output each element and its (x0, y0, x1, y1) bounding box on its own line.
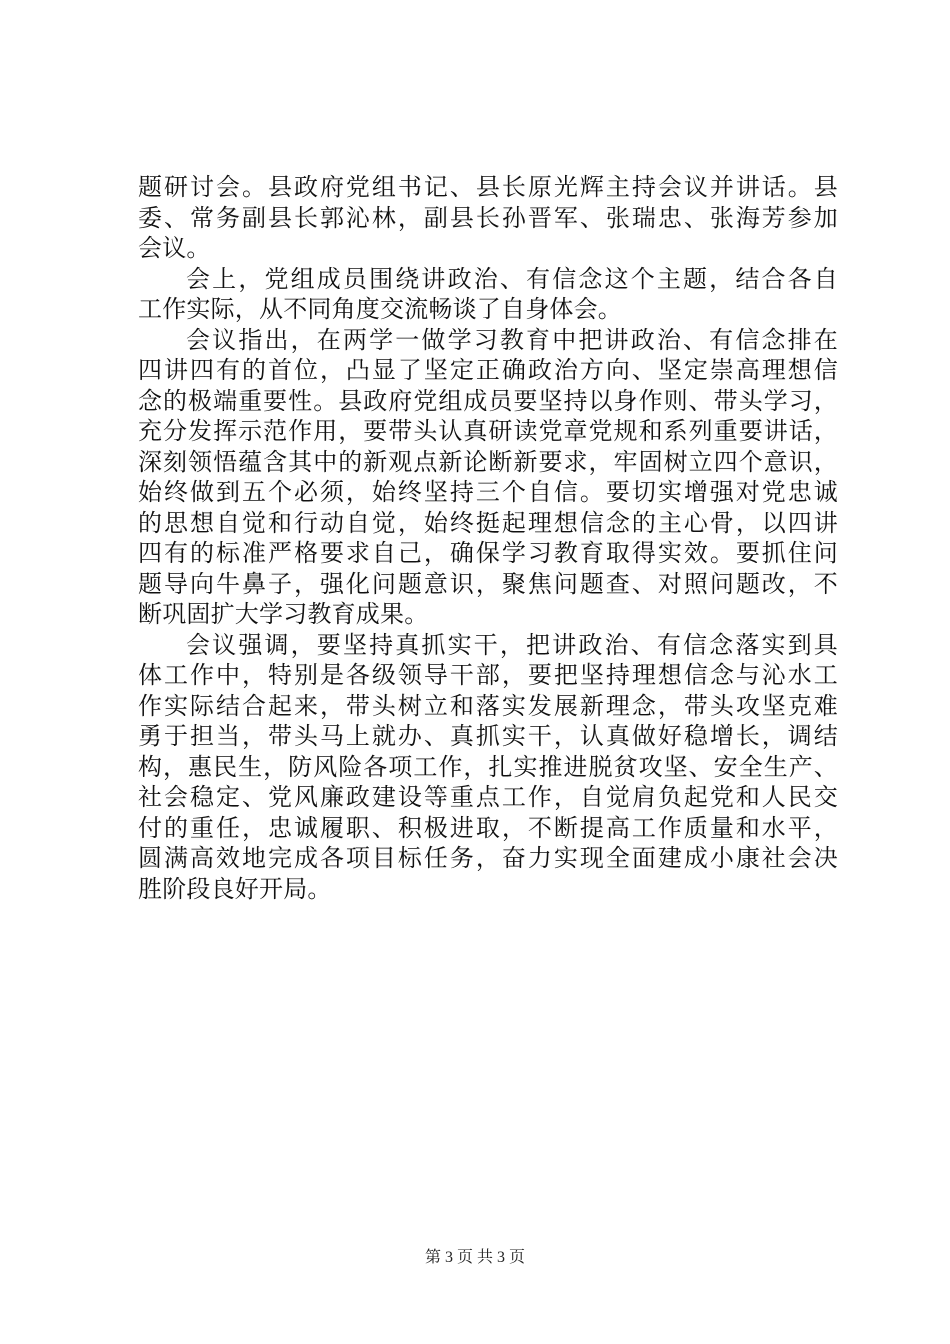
document-body (138, 172, 838, 904)
text-line: 四有的标准严格要求自己，确保学习教育取得实效。要抓住问 (138, 539, 838, 567)
text-line: 圆满高效地完成各项目标任务，奋力实现全面建成小康社会决 (138, 844, 838, 872)
text-line: 构，惠民生，防风险各项工作，扎实推进脱贫攻坚、安全生产、 (138, 752, 838, 781)
text-line: 勇于担当，带头马上就办、真抓实干，认真做好稳增长，调结 (138, 722, 838, 750)
text-line: 胜阶段良好开局。 (138, 874, 332, 903)
text-line: 委、常务副县长郭沁林，副县长孙晋军、张瑞忠、张海芳参加 (138, 203, 838, 232)
paragraph-start-line: 会议强调，要坚持真抓实干，把讲政治、有信念落实到具 (186, 630, 838, 659)
text-line: 工作实际，从不同角度交流畅谈了自身体会。 (138, 295, 622, 323)
text-line: 付的重任，忠诚履职、积极进取，不断提高工作质量和水平， (138, 813, 838, 842)
text-line: 深刻领悟蕴含其中的新观点新论断新要求，牢固树立四个意识， (138, 447, 838, 476)
text-line: 会议。 (138, 234, 211, 262)
text-line: 作实际结合起来，带头树立和落实发展新理念，带头攻坚克难 (138, 691, 838, 720)
text-line: 的思想自觉和行动自觉，始终挺起理想信念的主心骨，以四讲 (138, 508, 838, 537)
paragraph-start-line: 会上，党组成员围绕讲政治、有信念这个主题，结合各自 (186, 264, 838, 293)
paragraph-start-line: 会议指出，在两学一做学习教育中把讲政治、有信念排在 (186, 325, 838, 354)
text-line: 充分发挥示范作用，要带头认真研读党章党规和系列重要讲话， (138, 417, 838, 445)
text-line: 题研讨会。县政府党组书记、县长原光辉主持会议并讲话。县 (138, 173, 838, 201)
text-line: 始终做到五个必须，始终坚持三个自信。要切实增强对党忠诚 (138, 478, 838, 506)
text-line: 题导向牛鼻子，强化问题意识，聚焦问题查、对照问题改，不 (138, 569, 838, 598)
page-number-footer: 第 3 页 共 3 页 (424, 1249, 525, 1266)
text-line: 念的极端重要性。县政府党组成员要坚持以身作则、带头学习， (138, 386, 838, 415)
text-line: 体工作中，特别是各级领导干部，要把坚持理想信念与沁水工 (138, 661, 838, 689)
text-line: 断巩固扩大学习教育成果。 (138, 600, 429, 628)
text-line: 社会稳定、党风廉政建设等重点工作，自觉肩负起党和人民交 (138, 783, 838, 811)
text-line: 四讲四有的首位，凸显了坚定正确政治方向、坚定崇高理想信 (138, 356, 838, 384)
